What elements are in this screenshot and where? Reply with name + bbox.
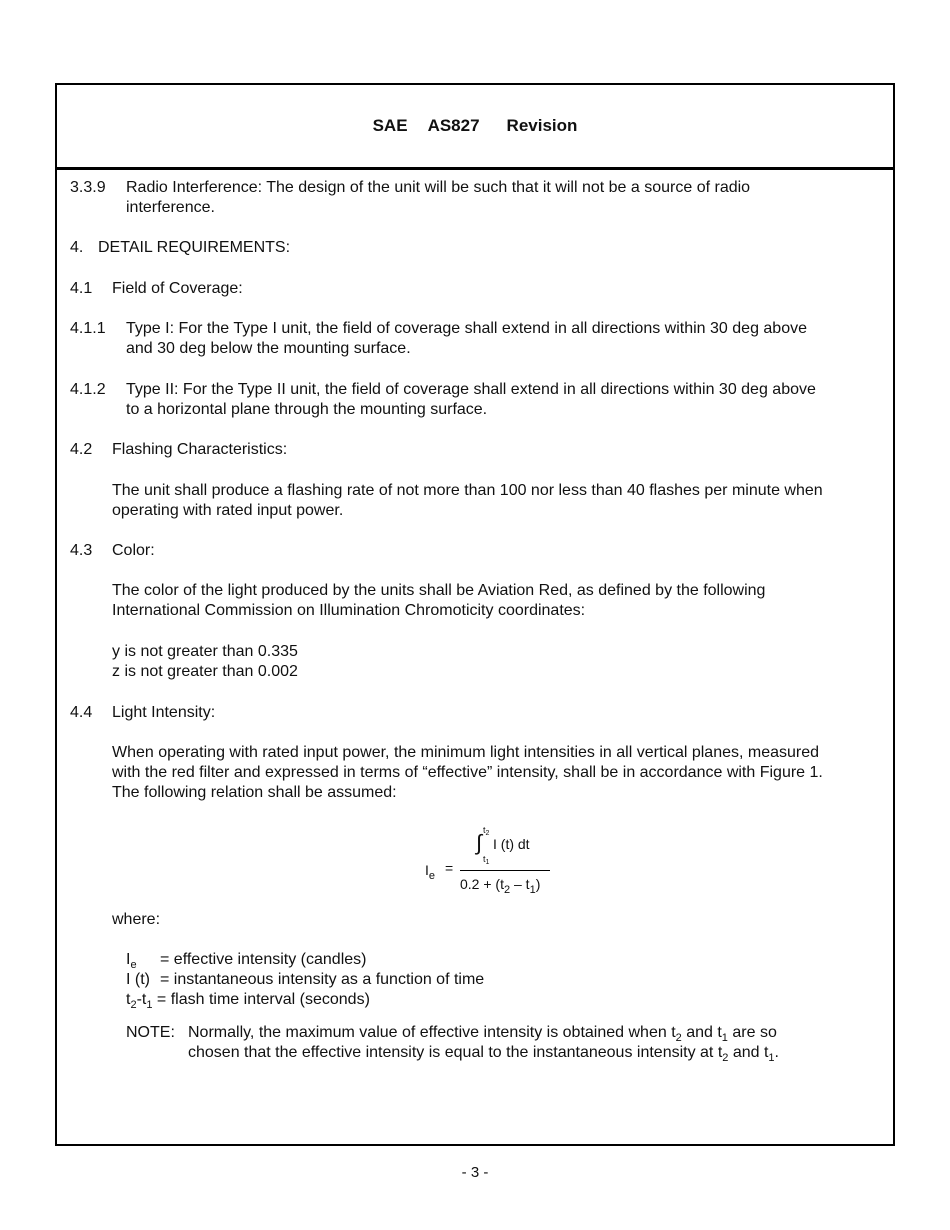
- formula-lhs: $I_e$: [425, 862, 436, 882]
- paragraph-4-4: [112, 743, 823, 803]
- effective-intensity-formula: [425, 825, 615, 910]
- paragraph-line: The unit shall produce a flashing rate of not more than 100 nor less than 40 flashes per minute when: [112, 482, 823, 499]
- note: [126, 1023, 779, 1063]
- section-number: 4.2: [70, 441, 93, 458]
- definitions: [126, 950, 484, 1010]
- paragraph-line: Radio Interference: The design of the unit will be such that it will not be a source of radio: [126, 179, 751, 196]
- section-3-3-9: [70, 178, 750, 218]
- integral-upper-limit: $t_2$: [483, 825, 490, 837]
- paragraph-line: and 30 deg below the mounting surface.: [126, 340, 411, 357]
- paragraph-line: interference.: [126, 199, 215, 216]
- header-doc-number: AS827: [427, 116, 480, 135]
- section-4-1: [70, 279, 243, 299]
- note-line: chosen that the effective intensity is equal to the instantaneous intensity at $t_2$ and $t_1$.: [188, 1044, 779, 1064]
- paragraph-line: Type II: For the Type II unit, the field of coverage shall extend in all directions within 30 deg above: [126, 381, 816, 398]
- header-org: SAE: [372, 116, 408, 135]
- section-4-2: [70, 440, 287, 460]
- chromaticity-y: y is not greater than 0.335: [112, 643, 298, 660]
- integral-sign: ∫: [476, 830, 483, 855]
- fraction-bar: [460, 870, 550, 871]
- note-line: Normally, the maximum value of effective intensity is obtained when $t_2$ and $t_1$ are so: [188, 1024, 777, 1044]
- formula-denominator: $0.2 + (t_2 - t_1)$: [460, 876, 541, 896]
- document-header: [57, 85, 893, 170]
- where-label: where:: [112, 911, 161, 928]
- paragraph-line: The following relation shall be assumed:: [112, 784, 397, 801]
- section-number: 4.3: [70, 542, 93, 559]
- definition-ie: $I_e$ = effective intensity (candles): [126, 951, 367, 971]
- formula-equals: =: [445, 860, 454, 876]
- section-title: Field of Coverage:: [112, 280, 243, 297]
- paragraph-line: to a horizontal plane through the mounting surface.: [126, 401, 488, 418]
- paragraph-line: International Commission on Illumination Chromoticity coordinates:: [112, 602, 586, 619]
- section-title: Flashing Characteristics:: [112, 441, 288, 458]
- paragraph-line: The color of the light produced by the units shall be Aviation Red, as defined by the following: [112, 582, 766, 599]
- paragraph-4-2: [112, 481, 823, 521]
- paragraph-line: Type I: For the Type I unit, the field of coverage shall extend in all directions within 30 deg above: [126, 320, 807, 337]
- section-number: 4.1: [70, 280, 93, 297]
- page-number: - 3 -: [461, 1164, 489, 1181]
- section-4-1-2: [70, 380, 816, 420]
- definition-it: I (t) = instantaneous intensity as a function of time: [126, 971, 485, 988]
- definition-interval: $t_2-t_1$ = flash time interval (seconds): [126, 991, 370, 1011]
- section-number: 4.4: [70, 704, 93, 721]
- paragraph-line: operating with rated input power.: [112, 502, 344, 519]
- section-number: 4.1.1: [70, 320, 106, 337]
- section-4-4: [70, 703, 215, 723]
- chromaticity-z: z is not greater than 0.002: [112, 663, 298, 680]
- section-4-1-1: [70, 319, 807, 359]
- section-4-3: [70, 541, 155, 561]
- integral-lower-limit: $t_1$: [483, 854, 490, 866]
- section-4: [70, 238, 290, 258]
- section-title: Color:: [112, 542, 155, 559]
- section-title: DETAIL REQUIREMENTS:: [98, 239, 291, 256]
- section-number: 4.: [70, 239, 84, 256]
- chromaticity-list: [112, 642, 298, 682]
- formula-numerator: I (t) dt: [493, 836, 530, 852]
- note-label: NOTE:: [126, 1024, 175, 1041]
- section-number: 4.1.2: [70, 381, 106, 398]
- paragraph-4-3: [112, 581, 765, 621]
- section-number: 3.3.9: [70, 179, 106, 196]
- section-title: Light Intensity:: [112, 704, 216, 721]
- paragraph-line: When operating with rated input power, the minimum light intensities in all vertical planes, measured: [112, 744, 820, 761]
- header-revision: Revision: [506, 116, 578, 135]
- paragraph-line: with the red filter and expressed in terms of “effective” intensity, shall be in accordance with Figure 1.: [112, 764, 823, 781]
